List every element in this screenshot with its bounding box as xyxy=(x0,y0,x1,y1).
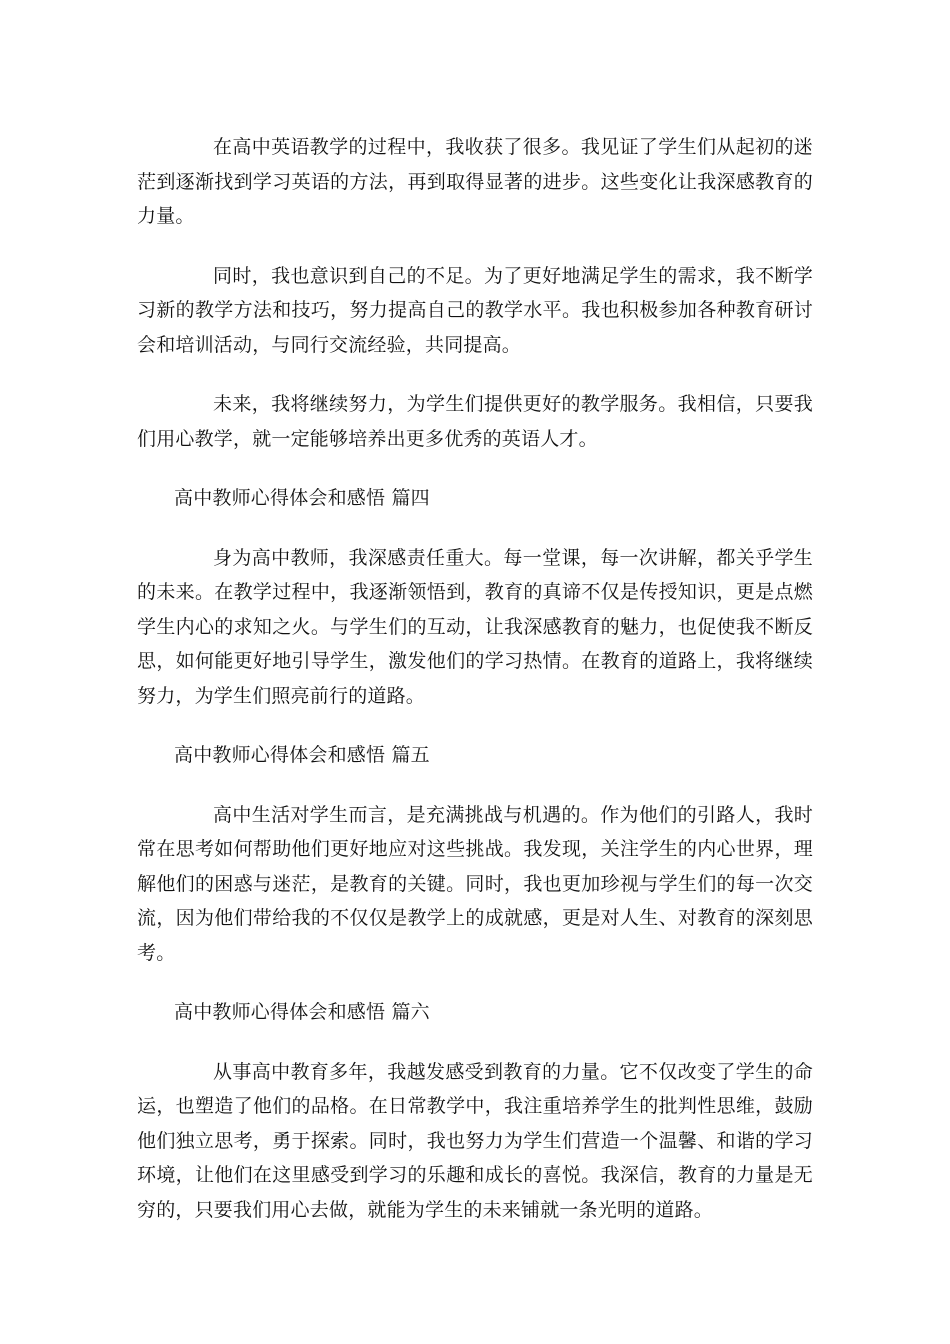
section-heading-part-6: 高中教师心得体会和感悟 篇六 xyxy=(174,1001,430,1023)
section-heading-part-4: 高中教师心得体会和感悟 篇四 xyxy=(174,487,430,509)
paragraph-part-5: 高中生活对学生而言，是充满挑战与机遇的。作为他们的引路人，我时常在思考如何帮助他们更好地应对这些挑战。我发现，关注学生的内心世界，理解他们的困惑与迷茫，是教育的关键。同时，我也更加珍视与学生们的每一次交流，因为他们带给我的不仅仅是教学上的成就感，更是对人生、对教育的深刻思考。 xyxy=(137,803,813,964)
paragraph-reflection-gains: 在高中英语教学的过程中，我收获了很多。我见证了学生们从起初的迷茫到逐渐找到学习英语的方法，再到取得显著的进步。这些变化让我深感教育的力量。 xyxy=(137,136,813,227)
paragraph-reflection-shortcomings: 同时，我也意识到自己的不足。为了更好地满足学生的需求，我不断学习新的教学方法和技巧，努力提高自己的教学水平。我也积极参加各种教育研讨会和培训活动，与同行交流经验，共同提高。 xyxy=(137,264,813,356)
document-body xyxy=(137,130,813,1252)
paragraph-reflection-future: 未来，我将继续努力，为学生们提供更好的教学服务。我相信，只要我们用心教学，就一定能够培养出更多优秀的英语人才。 xyxy=(137,393,813,450)
section-heading-part-5: 高中教师心得体会和感悟 篇五 xyxy=(174,744,430,766)
paragraph-part-4: 身为高中教师，我深感责任重大。每一堂课，每一次讲解，都关乎学生的未来。在教学过程中，我逐渐领悟到，教育的真谛不仅是传授知识，更是点燃学生内心的求知之火。与学生们的互动，让我深感教育的魅力，也促使我不断反思，如何能更好地引导学生，激发他们的学习热情。在教育的道路上，我将继续努力，为学生们照亮前行的道路。 xyxy=(137,546,813,707)
paragraph-part-6: 从事高中教育多年，我越发感受到教育的力量。它不仅改变了学生的命运，也塑造了他们的品格。在日常教学中，我注重培养学生的批判性思维，鼓励他们独立思考，勇于探索。同时，我也努力为学生们营造一个温馨、和谐的学习环境，让他们在这里感受到学习的乐趣和成长的喜悦。我深信，教育的力量是无穷的，只要我们用心去做，就能为学生的未来铺就一条光明的道路。 xyxy=(137,1060,813,1221)
